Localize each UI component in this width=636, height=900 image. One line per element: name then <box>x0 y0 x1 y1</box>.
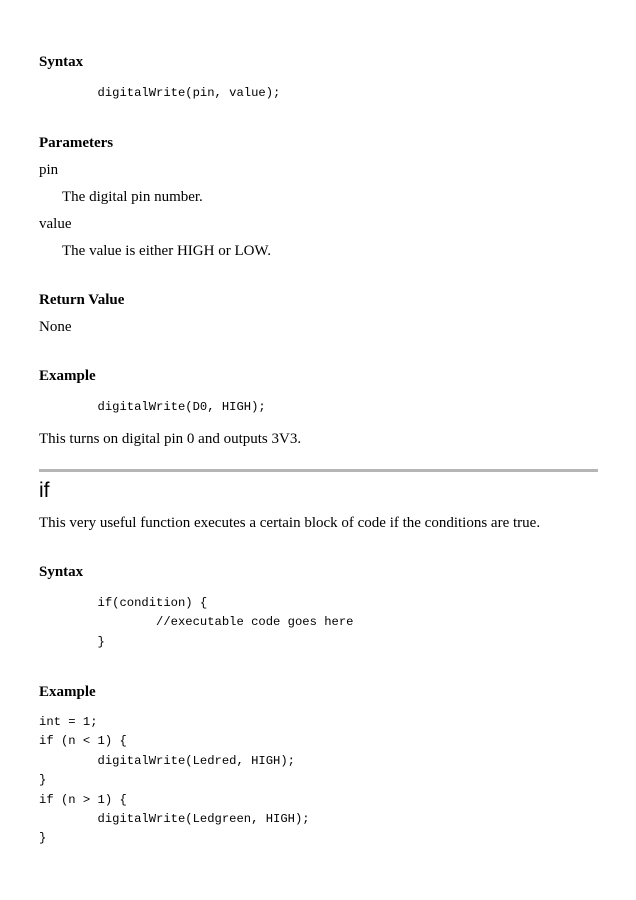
param-pin-term: pin <box>39 162 59 178</box>
example-heading: Example <box>39 368 96 384</box>
if-example-code-block: int = 1; if (n < 1) { digitalWrite(Ledred, HIGH); } if (n > 1) { digitalWrite(Ledgreen, HIGH); } <box>39 715 310 846</box>
if-syntax-code-block: if(condition) { //executable code goes here } <box>97 596 354 649</box>
if-syntax-heading: Syntax <box>39 564 84 580</box>
example-note: This turns on digital pin 0 and outputs 3V3. <box>39 431 302 447</box>
section-divider <box>39 469 598 472</box>
syntax-heading: Syntax <box>39 54 84 70</box>
if-example-heading: Example <box>39 684 96 700</box>
return-value-text: None <box>39 319 72 335</box>
param-value-description: The value is either HIGH or LOW. <box>62 243 271 259</box>
param-pin-description: The digital pin number. <box>62 189 203 205</box>
if-description: This very useful function executes a certain block of code if the conditions are true. <box>39 515 541 531</box>
example-code-block: digitalWrite(D0, HIGH); <box>39 400 266 414</box>
syntax-code-block: digitalWrite(pin, value); <box>39 86 281 100</box>
if-section-title: if <box>39 479 50 502</box>
return-value-heading: Return Value <box>39 292 125 308</box>
parameters-heading: Parameters <box>39 135 114 151</box>
param-value-term: value <box>39 216 72 232</box>
